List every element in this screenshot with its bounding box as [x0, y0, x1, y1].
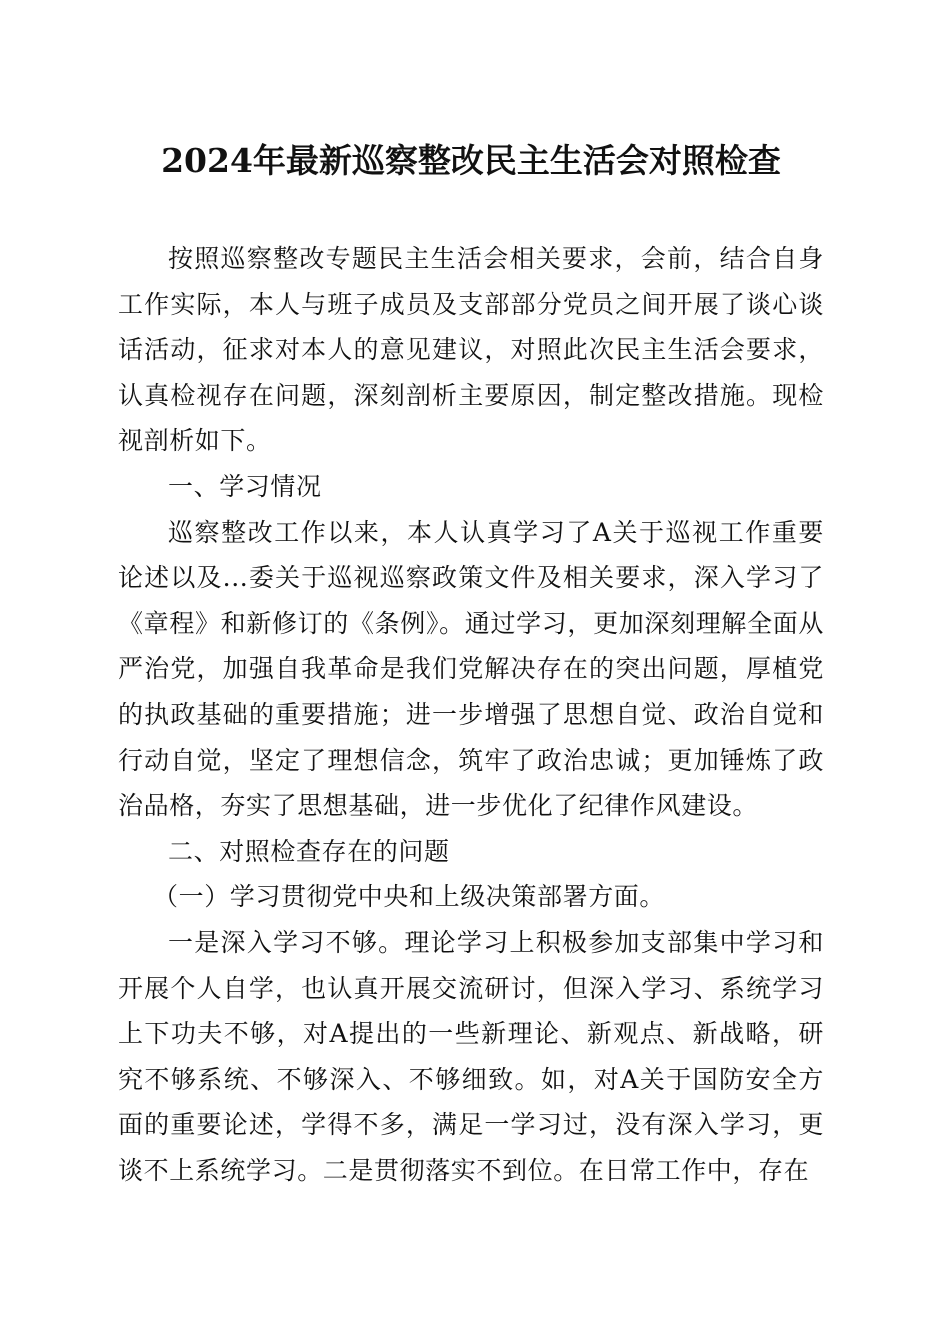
document-page — [118, 138, 824, 1193]
subsection-heading-decisions: （一）学习贯彻党中央和上级决策部署方面。 — [153, 882, 666, 912]
problems-paragraph: 一是深入学习不够。理论学习上积极参加支部集中学习和开展个人自学，也认真开展交流研讨，但深入学习、系统学习上下功夫不够，对A提出的一些新理论、新观点、新战略，研究不够系统、不够深入、不够细致。如，对A关于国防安全方面的重要论述，学得不多，满足一学习过，没有深入学习，更谈不上系统学习。二是贯彻落实不到位。在日常工作中，存在 — [118, 927, 824, 1185]
section-heading-problems: 二、对照检查存在的问题 — [168, 836, 450, 866]
study-paragraph: 巡察整改工作以来，本人认真学习了A关于巡视工作重要论述以及...委关于巡视巡察政策文件及相关要求，深入学习了《章程》和新修订的《条例》。通过学习，更加深刻理解全面从严治党，加强自我革命是我们党解决存在的突出问题，厚植党的执政基础的重要措施；进一步增强了思想自觉、政治自觉和行动自觉，坚定了理想信念，筑牢了政治忠诚；更加锤炼了政治品格，夯实了思想基础，进一步优化了纪律作风建设。 — [118, 517, 824, 821]
section-heading-study: 一、学习情况 — [168, 471, 322, 501]
intro-paragraph: 按照巡察整改专题民主生活会相关要求，会前，结合自身工作实际，本人与班子成员及支部部分党员之间开展了谈心谈话活动，征求对本人的意见建议，对照此次民主生活会要求，认真检视存在问题，深刻剖析主要原因，制定整改措施。现检视剖析如下。 — [118, 244, 824, 456]
document-title: 2024年最新巡察整改民主生活会对照检查 — [161, 141, 781, 180]
